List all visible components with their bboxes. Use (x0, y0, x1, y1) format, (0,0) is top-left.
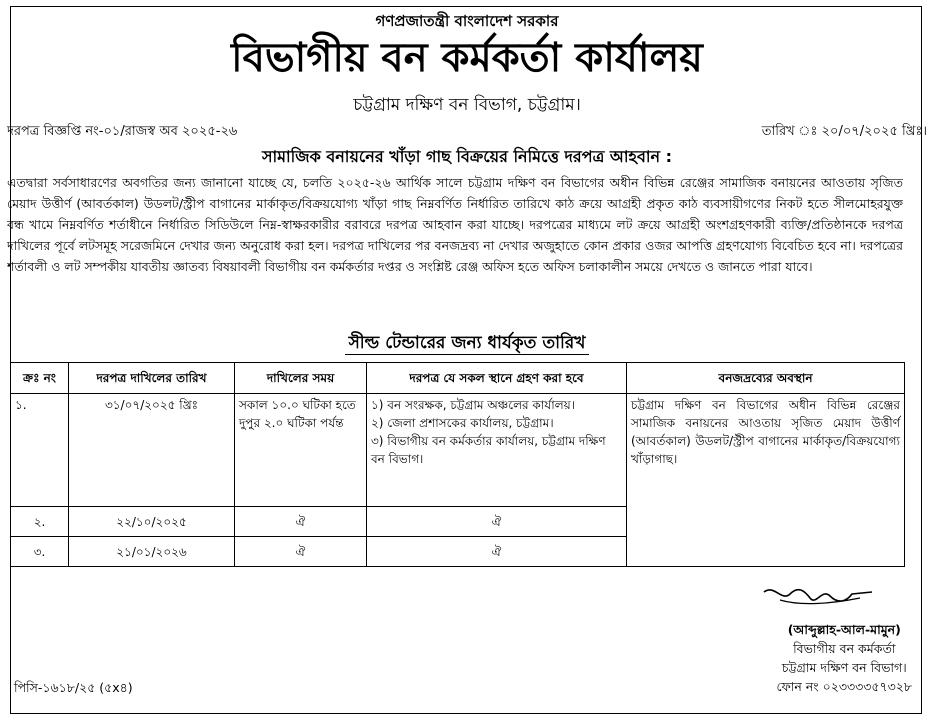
signatory-phone: ফোন নং ০২৩৩৩৩৫৭৩২৮ (776, 679, 912, 694)
signatory-division: চট্টগ্রাম দক্ষিণ বন বিভাগ। (781, 660, 907, 675)
row-time: সকাল ১০.০ ঘটিকা হতে দুপুর ২.০ ঘটিকা পর্যন্ত (235, 394, 367, 507)
header-submission-time: দাখিলের সময় (235, 363, 367, 394)
row-serial: ৩. (11, 537, 69, 567)
government-heading: গণপ্রজাতন্ত্রী বাংলাদেশ সরকার (375, 12, 559, 30)
row-places: ঐ (367, 507, 627, 537)
schedule-title-text: সীল্ড টেন্ডারের জন্য ধার্যকৃত তারিখ (345, 333, 590, 355)
signatory-title: বিভাগীয় বন কর্মকর্তা (793, 641, 896, 656)
header-receiving-places: দরপত্র যে সকল স্থানে গ্রহণ করা হবে (367, 363, 627, 394)
header-forest-product-location: বনজদ্রব্যের অবস্থান (627, 363, 905, 394)
memo-date: তারিখ ঃ ২০/০৭/২০২৫ খ্রিঃ। (761, 124, 927, 139)
place-item: ৩) বিভাগীয় বন কর্মকর্তার কার্যালয়, চট্টগ্রাম দক্ষিণ বন বিভাগ। (371, 434, 606, 466)
place-item: ২) জেলা প্রশাসকের কার্যালয়, চট্টগ্রাম। (371, 416, 554, 430)
row-date: ২২/১০/২০২৫ (69, 507, 235, 537)
header-submission-date: দরপত্র দাখিলের তারিখ (69, 363, 235, 394)
row-time: ঐ (235, 507, 367, 537)
row-time: ঐ (235, 537, 367, 567)
division-subtitle: চট্টগ্রাম দক্ষিণ বন বিভাগ, চট্টগ্রাম। (353, 95, 581, 115)
handwritten-signature (760, 582, 880, 618)
row-places: ঐ (367, 537, 627, 567)
office-title: বিভাগীয় বন কর্মকর্তা কার্যালয় (231, 35, 703, 81)
place-item: ১) বন সংরক্ষক, চট্টগ্রাম অঞ্চলের কার্যালয়। (371, 398, 575, 412)
forest-product-location: চট্টগ্রাম দক্ষিণ বন বিভাগের অধীন বিভিন্ন রেঞ্জের সামাজিক বনায়নের আওতায় সৃজিত মেয়াদ উত্তীর্ণ (আবর্তকাল) উডলট/স্ট্রীপ বাগানের মার্কাকৃত/বিক্রয়যোগ্য খাঁড়াগাছ। (627, 394, 905, 567)
row-places (367, 394, 627, 507)
table-row (11, 394, 905, 507)
row-serial: ১. (11, 394, 69, 507)
row-date: ২১/০১/২০২৬ (69, 537, 235, 567)
table-header-row (11, 363, 905, 394)
row-date: ৩১/০৭/২০২৫ খ্রিঃ (69, 394, 235, 507)
row-serial: ২. (11, 507, 69, 537)
signatory-name: (আব্দুল্লাহ-আল-মামুন) (787, 622, 901, 637)
notice-body: এতদ্বারা সর্বসাধারণের অবগতির জন্য জানানো যাচ্ছে যে, চলতি ২০২৫-২৬ আর্থিক সালে চট্টগ্রাম দক্ষিণ বন বিভাগের অধীন বিভিন্ন রেঞ্জের সামাজিক বনায়নের আওতায় সৃজিত মেয়াদ উত্তীর্ণ (আবর্তকাল) উডলট/স্ট্রীপ বাগানের মার্কাকৃত/বিক্রয়যোগ্য খাঁড়া গাছ নিম্নবর্ণিত নির্ধারিত তারিখে কাঠ ক্রয়ে আগ্রহী প্রকৃত কাঠ ব্যবসায়ীগণের নিকট হতে সীলমোহরযুক্ত বন্ধ খামে নিম্নবর্ণিত শর্তাধীনে নির্ধারিত সিডিউলে নিম্ন-স্বাক্ষরকারীর বরাবরে দরপত্র আহবান করা যাচ্ছে। দরপত্রের মাধ্যমে লট ক্রয়ে আগ্রহী অংশগ্রহণকারী ব্যক্তি/প্রতিষ্ঠানকে দরপত্র দাখিলের পূর্বে লটসমূহ সরেজমিনে দেখার জন্য অনুরোধ করা হল। দরপত্র দাখিলের পর বনজদ্রব্য না দেখার অজুহাতে কোন প্রকার ওজর আপত্তি গ্রহণযোগ্য বিবেচিত হবে না। দরপত্রের শর্তাবলী ও লট সম্পকীয় যাবতীয় জ্ঞাতব্য বিষয়াবলী বিভাগীয় বন কর্মকর্তার দপ্তর ও সংশ্লিষ্ট রেঞ্জ অফিস হতে অফিস চলাকালীন সময়ে দেখতে ও জানতে পারা যাবে। (7, 175, 903, 274)
subject-line: সামাজিক বনায়নের খাঁড়া গাছ বিক্রয়ের নিমিত্তে দরপত্র আহবান : (261, 147, 673, 166)
memo-number: দরপত্র বিজ্ঞপ্তি নং-০১/রাজস্ব অব ২০২৫-২৬ (7, 124, 238, 139)
publication-code: পিসি-১৬১৮/২৫ (৫x৪) (14, 680, 133, 695)
schedule-title (0, 330, 934, 358)
tender-schedule-table (10, 362, 905, 567)
header-serial: ক্রঃ নং (11, 363, 69, 394)
signature-block (777, 620, 912, 696)
